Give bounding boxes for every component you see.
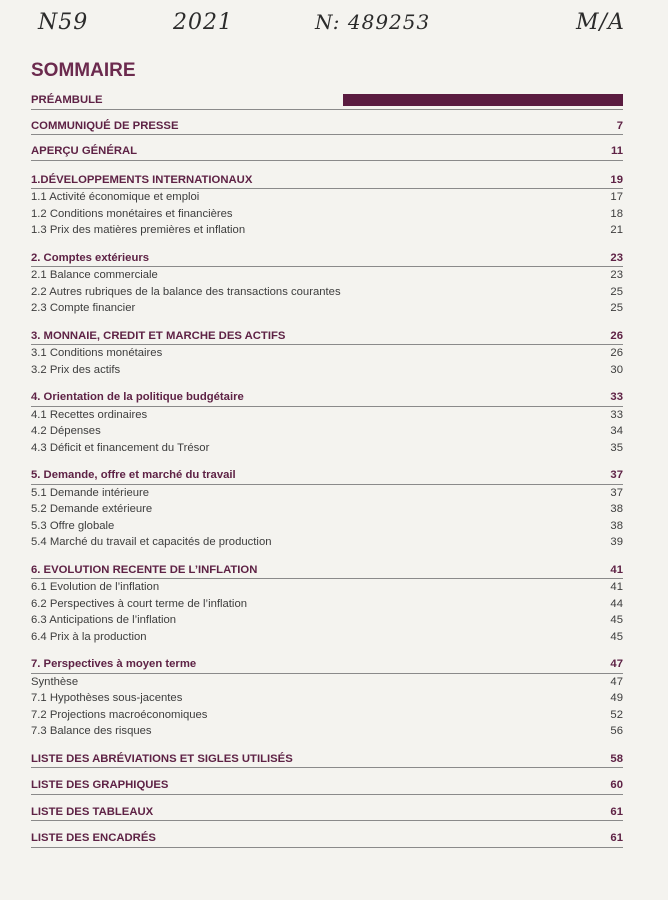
toc-subentry-label: 6.1 Evolution de l’inflation: [31, 581, 160, 593]
toc-subentry-label: 5.3 Offre globale: [31, 519, 115, 532]
toc-subentry[interactable]: [31, 674, 623, 691]
toc-entry-label: LISTE DES TABLEAUX: [31, 805, 154, 818]
toc-entry-label: APERÇU GÉNÉRAL: [31, 145, 138, 157]
toc-section-heading[interactable]: [31, 328, 623, 346]
toc-sections: [31, 161, 623, 740]
toc-section-label: 5. Demande, offre et marché du travail: [31, 469, 236, 481]
toc-subentry-label: 1.1 Activité économique et emploi: [31, 191, 200, 203]
toc-section-heading[interactable]: [31, 562, 623, 580]
toc-page-number: 41: [610, 563, 623, 576]
toc-subentry[interactable]: [31, 222, 623, 239]
toc-page-number: 25: [610, 285, 623, 298]
toc-subentry-label: 5.2 Demande extérieure: [31, 503, 153, 515]
toc-page-number: 38: [610, 503, 623, 515]
toc-section-label: 1.DÉVELOPPEMENTS INTERNATIONAUX: [31, 173, 253, 186]
toc-section-label: 2. Comptes extérieurs: [31, 251, 150, 264]
toc-entry[interactable]: [31, 751, 623, 769]
toc-page-number: 26: [610, 347, 623, 359]
toc-subentry-label: 2.1 Balance commerciale: [31, 269, 158, 281]
toc-entry-preambule[interactable]: [31, 92, 623, 110]
toc-page-number: 25: [610, 302, 623, 314]
handwritten-note: M/A: [576, 10, 625, 35]
toc-subentry[interactable]: [31, 723, 623, 740]
toc-lists: [31, 740, 623, 848]
toc-subentry[interactable]: [31, 423, 623, 440]
toc-subentry[interactable]: [31, 362, 623, 379]
toc-page-number: 23: [610, 251, 623, 264]
toc-page-number: 58: [610, 752, 623, 765]
toc-subentry[interactable]: [31, 612, 623, 629]
toc-subentry-label: 4.2 Dépenses: [31, 425, 101, 437]
toc-subentry-label: 5.4 Marché du travail et capacités de production: [31, 536, 272, 548]
toc-entry-label: COMMUNIQUÉ DE PRESSE: [31, 119, 179, 132]
toc-entry-label: PRÉAMBULE: [31, 94, 103, 106]
toc-page-number: 61: [610, 805, 623, 818]
toc-subentry-label: 4.1 Recettes ordinaires: [31, 408, 148, 421]
toc-section-label: 6. EVOLUTION RECENTE DE L’INFLATION: [31, 563, 258, 576]
toc-section-heading[interactable]: [31, 250, 623, 268]
toc-subentry[interactable]: [31, 407, 623, 424]
toc-entry-label: LISTE DES ABRÉVIATIONS ET SIGLES UTILISÉS: [31, 752, 293, 765]
toc-page-number: 23: [610, 269, 623, 281]
toc-section-heading[interactable]: [31, 656, 623, 674]
toc-subentry[interactable]: [31, 345, 623, 362]
decorative-bar: [343, 94, 623, 106]
toc-page-number: 33: [610, 391, 623, 403]
toc-page-number: 7: [616, 119, 623, 132]
toc-page-number: 34: [610, 425, 623, 437]
toc-subentry-label: 2.2 Autres rubriques de la balance des transactions courantes: [31, 285, 341, 298]
toc-section-label: 7. Perspectives à moyen terme: [31, 658, 197, 670]
toc-subentry-label: 5.1 Demande intérieure: [31, 486, 150, 499]
toc-page-number: 11: [611, 145, 623, 157]
page-title: SOMMAIRE: [31, 60, 136, 81]
toc-section-heading[interactable]: [31, 172, 623, 190]
toc-page-number: 19: [610, 173, 623, 186]
toc-subentry[interactable]: [31, 690, 623, 707]
toc-subentry-label: 7.3 Balance des risques: [31, 725, 152, 737]
toc-page-number: 49: [610, 692, 623, 704]
toc-page-number: 37: [610, 486, 623, 499]
toc-entry-label: LISTE DES GRAPHIQUES: [31, 779, 169, 791]
toc-page-number: 30: [610, 363, 623, 376]
toc-subentry-label: 7.2 Projections macroéconomiques: [31, 708, 208, 721]
toc-subentry[interactable]: [31, 189, 623, 206]
toc-subentry[interactable]: [31, 534, 623, 551]
toc-subentry[interactable]: [31, 501, 623, 518]
toc-section-heading[interactable]: [31, 389, 623, 407]
toc-subentry[interactable]: [31, 596, 623, 613]
toc-subentry[interactable]: [31, 284, 623, 301]
toc-section-heading[interactable]: [31, 467, 623, 485]
toc-subentry-label: 4.3 Déficit et financement du Trésor: [31, 441, 210, 454]
toc-section-label: 3. MONNAIE, CREDIT ET MARCHE DES ACTIFS: [31, 329, 286, 342]
handwritten-note: 2021: [173, 10, 233, 35]
toc-subentry-label: 1.2 Conditions monétaires et financières: [31, 207, 233, 220]
toc-subentry-label: 3.1 Conditions monétaires: [31, 347, 163, 359]
toc-subentry[interactable]: [31, 300, 623, 317]
toc-page-number: 61: [610, 832, 623, 844]
toc-subentry[interactable]: [31, 707, 623, 724]
toc-subentry-label: 7.1 Hypothèses sous-jacentes: [31, 692, 183, 704]
toc-subentry[interactable]: [31, 267, 623, 284]
toc-subentry-label: Synthèse: [31, 675, 79, 688]
toc-page-number: 17: [610, 191, 623, 203]
toc-subentry[interactable]: [31, 206, 623, 223]
toc-page-number: 18: [610, 207, 623, 220]
toc-page-number: 35: [610, 441, 623, 454]
toc-subentry-label: 3.2 Prix des actifs: [31, 363, 121, 376]
toc-subentry[interactable]: [31, 518, 623, 535]
toc-entry[interactable]: [31, 777, 623, 795]
toc-subentry-label: 6.3 Anticipations de l’inflation: [31, 614, 177, 626]
toc-page-number: 47: [610, 675, 623, 688]
toc-subentry[interactable]: [31, 440, 623, 457]
toc-page-number: 37: [610, 469, 623, 481]
toc-page-number: 44: [610, 597, 623, 610]
toc-page-number: 26: [610, 329, 623, 342]
handwritten-note: N: 489253: [315, 10, 431, 34]
toc-entry[interactable]: [31, 804, 623, 822]
toc-subentry-label: 2.3 Compte financier: [31, 302, 136, 314]
toc-page-number: 21: [610, 224, 623, 236]
toc-subentry[interactable]: [31, 629, 623, 646]
toc-subentry[interactable]: [31, 579, 623, 596]
toc-page-number: 33: [610, 408, 623, 421]
toc-page-number: 41: [610, 581, 623, 593]
toc-page-number: 60: [610, 779, 623, 791]
toc-entry[interactable]: [31, 143, 623, 161]
toc-section-label: 4. Orientation de la politique budgétaire: [31, 391, 244, 403]
toc-page-number: 38: [610, 519, 623, 532]
toc-page-number: 56: [610, 725, 623, 737]
toc-page-number: 45: [610, 630, 623, 643]
handwritten-note: N59: [38, 10, 89, 35]
toc-entry[interactable]: [31, 830, 623, 848]
toc-entry-label: LISTE DES ENCADRÉS: [31, 832, 156, 844]
toc-subentry-label: 6.2 Perspectives à court terme de l’inflation: [31, 597, 248, 610]
table-of-contents: [31, 92, 623, 848]
toc-entry[interactable]: [31, 118, 623, 136]
toc-subentry-label: 1.3 Prix des matières premières et inflation: [31, 224, 246, 236]
toc-page-number: 47: [610, 658, 623, 670]
toc-page-number: 52: [610, 708, 623, 721]
toc-subentry[interactable]: [31, 485, 623, 502]
toc-page-number: 45: [610, 614, 623, 626]
toc-subentry-label: 6.4 Prix à la production: [31, 630, 147, 643]
toc-page-number: 39: [610, 536, 623, 548]
